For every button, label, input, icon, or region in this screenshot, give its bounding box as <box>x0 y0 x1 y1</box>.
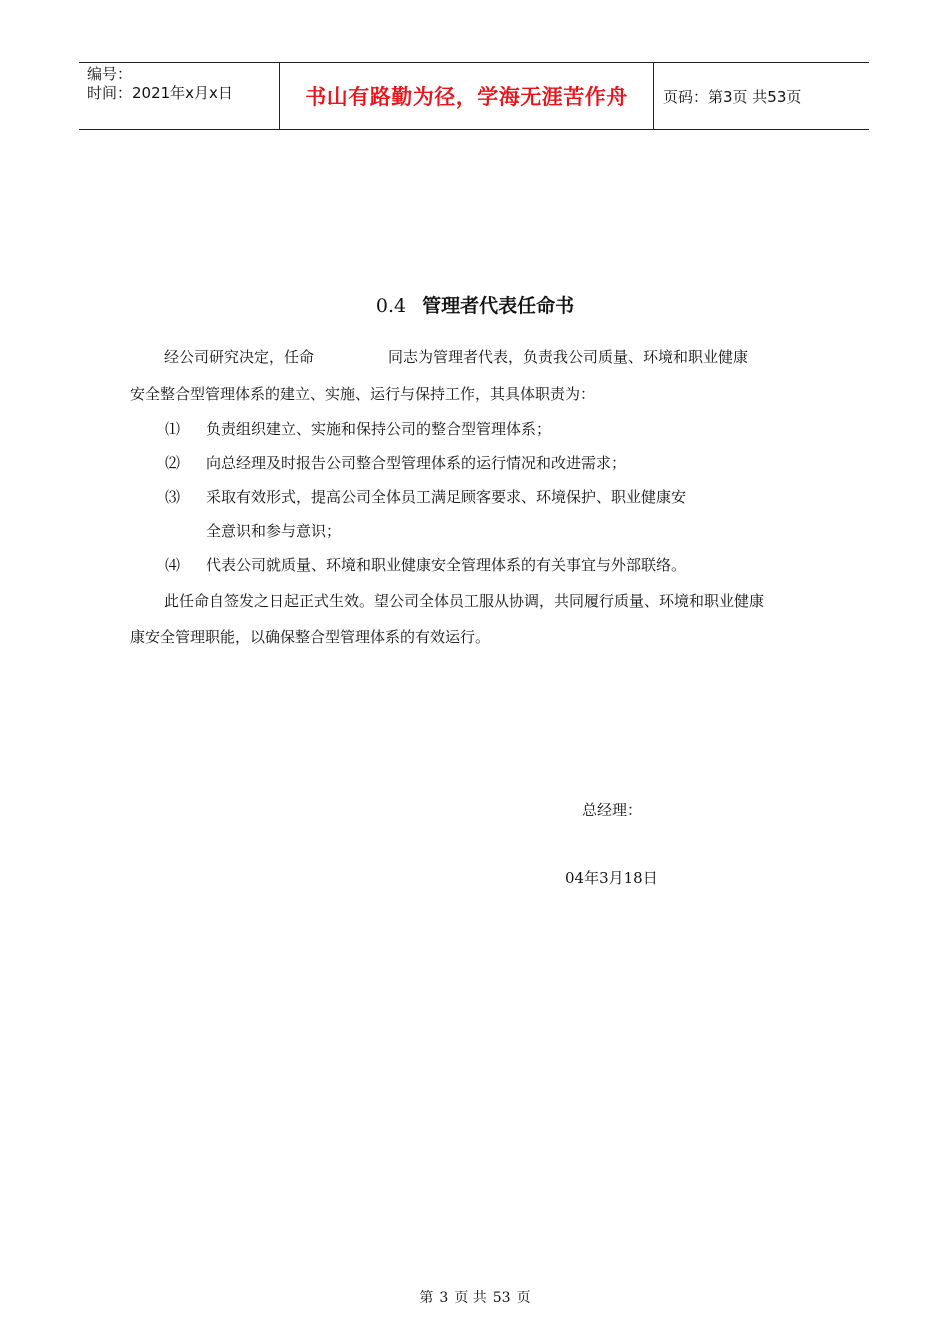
signature-date: 04年3月18日 <box>565 869 658 887</box>
closing-paragraph-line2: 康安全管理职能，以确保整合型管理体系的有效运行。 <box>130 628 491 646</box>
page-footer <box>0 1287 950 1307</box>
item-text: 全意识和参与意识； <box>206 522 342 540</box>
document-number-label: 编号： <box>87 65 133 83</box>
closing-paragraph-line1: 此任命自签发之日起正式生效。望公司全体员工服从协调，共同履行质量、环境和职业健康 <box>164 592 765 610</box>
item-text: 代表公司就质量、环境和职业健康安全管理体系的有关事宜与外部联络。 <box>206 556 687 574</box>
item-text: 向总经理及时报告公司整合型管理体系的运行情况和改进需求； <box>206 454 627 472</box>
document-time-label: 时间：2021年x月x日 <box>87 84 233 102</box>
duty-item-2 <box>165 452 626 473</box>
duty-item-3-continuation <box>165 520 341 541</box>
duty-item-4 <box>165 554 686 575</box>
footer-total-pages: 53 <box>492 1290 511 1306</box>
header-left-cell <box>79 63 280 129</box>
item-marker: ⑵ <box>165 454 181 472</box>
duty-item-1 <box>165 418 551 439</box>
intro-part2: 同志为管理者代表，负责我公司质量、环境和职业健康 <box>388 348 749 366</box>
duty-item-3 <box>165 486 686 507</box>
item-text: 负责组织建立、实施和保持公司的整合型管理体系； <box>206 420 552 438</box>
title-text: 管理者代表任命书 <box>422 295 575 317</box>
page-header <box>79 62 869 130</box>
signer-label: 总经理： <box>582 801 643 819</box>
footer-page-label-pre: 第 <box>419 1290 434 1306</box>
item-marker: ⑴ <box>165 420 181 438</box>
intro-paragraph-line2: 安全整合型管理体系的建立、实施、运行与保持工作，其具体职责为： <box>130 385 596 403</box>
footer-page-number: 3 <box>439 1290 449 1306</box>
intro-part1: 经公司研究决定，任命 <box>164 348 315 366</box>
item-text: 采取有效形式，提高公司全体员工满足顾客要求、环境保护、职业健康安 <box>206 488 687 506</box>
intro-paragraph-line1 <box>130 346 820 367</box>
document-title <box>0 291 950 318</box>
footer-page-label-post: 页 <box>516 1290 531 1306</box>
header-page-info: 页码：第3页 共53页 <box>663 87 802 106</box>
footer-page-label-mid: 页 共 <box>454 1290 487 1306</box>
item-marker: ⑷ <box>165 556 181 574</box>
header-motto: 书山有路勤为径，学海无涯苦作舟 <box>280 63 654 129</box>
section-number: 0.4 <box>375 295 407 317</box>
item-marker: ⑶ <box>165 488 181 506</box>
